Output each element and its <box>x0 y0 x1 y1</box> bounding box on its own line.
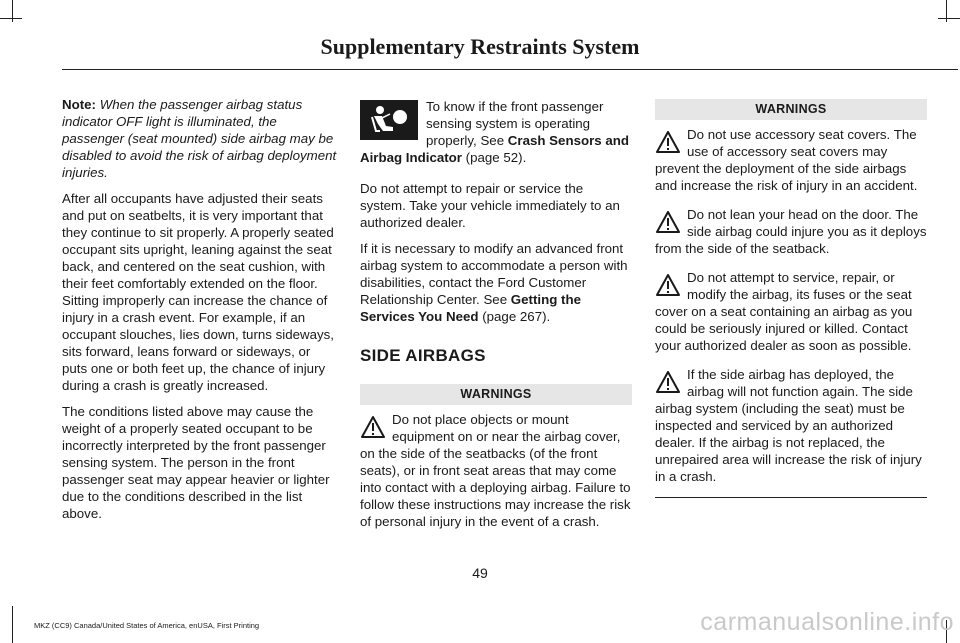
column-1 <box>62 96 337 531</box>
warning-text: Do not attempt to service, repair, or modify the airbag, its fuses or the seat cover on a seat containing an airbag as you could be seriously injured or killed. Contact your authorized dealer as soon as possible. <box>655 270 913 353</box>
services-link[interactable]: Getting the Services You Need <box>360 292 581 324</box>
warning-triangle-icon <box>655 130 681 154</box>
note-text: When the passenger airbag status indicator OFF light is illuminated, the passenger (seat mounted) side airbag may be disabled to avoid the risk of airbag deployment injuries. <box>62 97 337 180</box>
body-paragraph: Do not attempt to repair or service the system. Take your vehicle immediately to an authorized dealer. <box>360 181 620 230</box>
warnings-header: WARNINGS <box>360 384 632 405</box>
warning-text: Do not place objects or mount equipment on or near the airbag cover, on the side of the seatbacks (of the front seats), or in front seat areas that may come into contact with a deploying airbag. Failure to follow these instructions may increase the risk of personal injury in the event of a crash. <box>360 412 631 529</box>
warning-item <box>655 269 927 354</box>
print-info: MKZ (CC9) Canada/United States of America, enUSA, First Printing <box>34 621 260 630</box>
note-paragraph <box>62 96 337 181</box>
warning-item <box>655 206 927 257</box>
crash-sensors-link[interactable]: Crash Sensors and Airbag Indicator <box>360 133 629 165</box>
warning-item <box>655 366 927 485</box>
page-ref: (page 267). <box>478 309 551 324</box>
column-2 <box>360 96 632 542</box>
sensing-paragraph <box>360 98 632 166</box>
crop-mark <box>938 18 960 19</box>
airbag-passenger-icon <box>360 100 418 140</box>
modify-text: If it is necessary to modify an advanced front airbag system to accommodate a person with disabilities, contact the Ford Customer Relationship Center. See <box>360 241 628 307</box>
header-divider <box>62 69 958 70</box>
note-label: Note: <box>62 97 96 112</box>
warning-triangle-icon <box>655 210 681 234</box>
warning-item <box>655 126 927 194</box>
warning-triangle-icon <box>655 370 681 394</box>
page-title: Supplementary Restraints System <box>320 34 640 59</box>
warning-text: Do not use accessory seat covers. The use of accessory seat covers may prevent the deployment of the side airbags and increase the risk of injury in an accident. <box>655 127 918 193</box>
watermark: carmanualsonline.info <box>700 608 954 636</box>
warnings-end-rule <box>655 497 927 498</box>
warnings-header: WARNINGS <box>655 99 927 120</box>
body-paragraph: The conditions listed above may cause the weight of a properly seated occupant to be incorrectly interpreted by the front passenger sensing system. The person in the front passenger seat may appear heavier or lighter due to the conditions described in the list above. <box>62 404 330 521</box>
warning-item <box>360 411 632 530</box>
page-number: 49 <box>472 565 488 581</box>
section-heading: SIDE AIRBAGS <box>360 346 486 365</box>
body-paragraph: After all occupants have adjusted their seats and put on seatbelts, it is very important that they continue to sit properly. A properly seated occupant sits upright, leaning against the seat back, and centered on the seat cushion, with their feet comfortably extended on the floor. Sitting improperly can increase the chance of injury in a crash event. For example, if an occupant slouches, lies down, turns sideways, sits forward, leans forward or sideways, or puts one or both feet up, the chance of injury during a crash is greatly increased. <box>62 191 334 393</box>
page-ref: (page 52). <box>461 150 527 165</box>
warning-triangle-icon <box>360 415 386 439</box>
crop-mark <box>12 606 13 643</box>
crop-mark <box>0 18 22 19</box>
body-paragraph <box>360 240 632 325</box>
warning-triangle-icon <box>655 273 681 297</box>
sensing-text: To know if the front passenger sensing system is operating properly, See <box>426 99 604 148</box>
warning-text: If the side airbag has deployed, the airbag will not function again. The side airbag system (including the seat) must be inspected and serviced by an authorized dealer. If the airbag is not replaced, the unrepaired area will increase the risk of injury in a crash. <box>655 367 922 484</box>
warning-text: Do not lean your head on the door. The side airbag could injure you as it deploys from the side of the seatback. <box>655 207 927 256</box>
column-3 <box>655 99 927 498</box>
